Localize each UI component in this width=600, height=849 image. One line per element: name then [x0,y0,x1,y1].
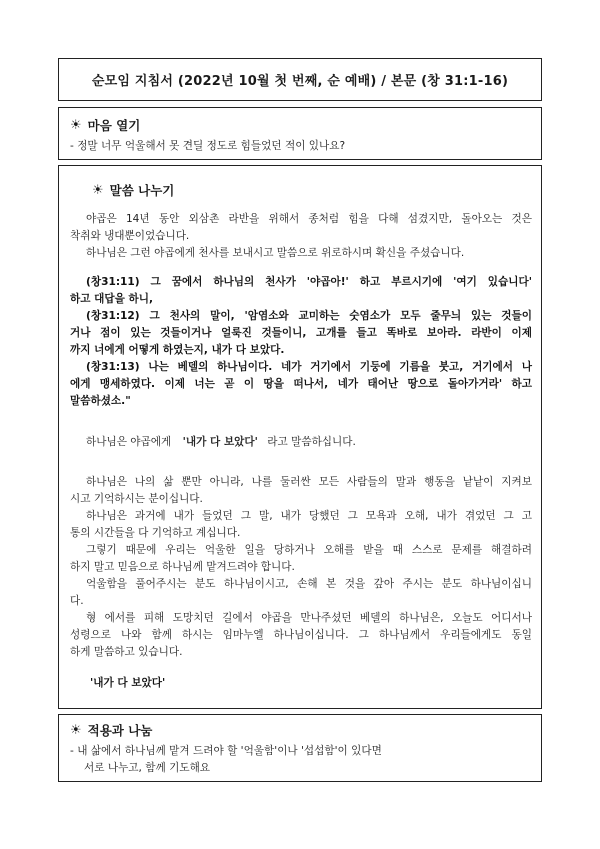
scripture-line: 말씀하셨소." [70,395,131,407]
word-heading [92,181,174,199]
intro-line: 야곱은 14년 동안 외삼촌 라반을 위해서 종처럼 힘을 다해 섬겼지만, 돌아오는 것은 [86,213,532,225]
body-line: 하지 말고 믿음으로 하나님께 맡겨드려야 합니다. [70,561,295,573]
closing-quote: '내가 다 보았다' [90,677,166,689]
word-heading-text: 말씀 나누기 [109,183,175,198]
body-line: 하나님은 과거에 내가 들었던 그 말, 내가 당했던 그 모욕과 오해, 내가 겪었던 그 고 [86,510,532,522]
sun-icon: ☀ [92,182,104,198]
apply-line: - 내 삶에서 하나님께 맡겨 드려야 할 '억울함'이나 '섭섭함'이 있다면 [70,745,382,757]
sun-icon: ☀ [70,722,82,738]
scripture-line: 까지 너에게 어떻게 하였는지, 내가 다 보았다. [70,344,285,356]
body-line: 형 에서를 피해 도망치던 길에서 야곱을 만나주셨던 베델의 하나님은, 오늘도 어디서나 [86,612,532,624]
scripture-line: 하고 대답을 하니, [70,293,154,305]
body-line: 다. [70,595,84,607]
body-line: 성령으로 나와 함께 하시는 임마누엘 하나님이십니다. 그 하나님께서 우리들에게도 동일 [70,629,532,641]
scripture-line: 거나 점이 있는 것들이거나 얼룩진 것들이니, 고개를 들고 똑바로 보아라. 라반이 이제 [70,327,532,339]
scripture-line: 에게 맹세하였다. 이제 너는 곧 이 땅을 떠나서, 네가 태어난 땅으로 돌아가거라' 하고 [70,378,532,390]
apply-heading [70,721,152,739]
apply-line: 서로 나누고, 함께 기도해요 [84,762,211,774]
body-line: 하게 말씀하고 있습니다. [70,646,183,658]
body-line: 통의 시간들을 다 기억하고 계십니다. [70,527,241,539]
summary-before: 하나님은 야곱에게 [86,436,172,448]
scripture-line: (창31:13) 나는 베델의 하나님이다. 네가 거기에서 기둥에 기름을 붓고, 거기에서 나 [86,361,532,373]
body-line: 억울함을 풀어주시는 분도 하나님이시고, 손해 본 것을 갚아 주시는 분도 하나님이십니 [86,578,532,590]
summary-line [86,434,356,449]
body-line: 시고 기억하시는 분이십니다. [70,493,203,505]
opening-question: - 정말 너무 억울해서 못 견딜 정도로 힘들었던 적이 있나요? [70,140,346,152]
summary-after: 라고 말씀하십니다. [267,436,356,448]
intro-line: 하나님은 그런 야곱에게 천사를 보내시고 말씀으로 위로하시며 확신을 주셨습니다. [86,247,465,259]
apply-heading-text: 적용과 나눔 [87,723,153,738]
intro-line: 착취와 냉대뿐이었습니다. [70,230,190,242]
opening-heading-text: 마음 열기 [87,118,141,133]
sun-icon: ☀ [70,117,82,133]
body-line: 하나님은 나의 삶 뿐만 아니라, 나를 둘러싼 모든 사람들의 말과 행동을 낱낱이 지켜보 [86,476,532,488]
summary-quote: '내가 다 보았다' [182,436,258,448]
document-title: 순모임 지침서 (2022년 10월 첫 번째, 순 예배) / 본문 (창 31:1-16) [58,58,542,101]
opening-heading [70,116,140,134]
body-line: 그렇기 때문에 우리는 억울한 일을 당하거나 오해를 받을 때 스스로 문제를 해결하려 [86,544,532,556]
scripture-line: (창31:11) 그 꿈에서 하나님의 천사가 '야곱아!' 하고 부르시기에 '여기 있습니다' [86,276,532,288]
scripture-line: (창31:12) 그 천사의 말이, '암염소와 교미하는 숫염소가 모두 줄무늬 있는 것들이 [86,310,532,322]
